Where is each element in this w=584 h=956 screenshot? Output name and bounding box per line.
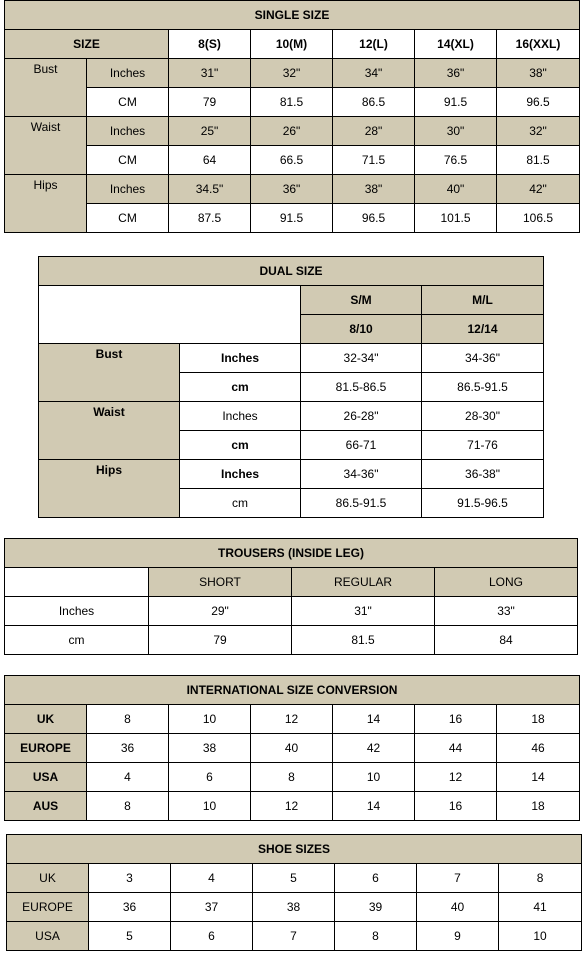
value-cell: 30" — [415, 117, 497, 146]
unit-label: cm — [180, 431, 301, 460]
dual-size-table — [38, 256, 544, 518]
value-cell: 34" — [333, 59, 415, 88]
trousers-header: SHORT — [149, 568, 292, 597]
unit-label: Inches — [180, 460, 301, 489]
region-label: EUROPE — [5, 734, 87, 763]
region-label: UK — [7, 864, 89, 893]
value-cell: 34-36" — [301, 460, 422, 489]
value-cell: 18 — [497, 792, 580, 821]
value-cell: 86.5 — [333, 88, 415, 117]
value-cell: 34.5" — [169, 175, 251, 204]
unit-label: CM — [87, 204, 169, 233]
value-cell: 7 — [417, 864, 499, 893]
international-size-table — [4, 675, 580, 821]
value-cell: 36" — [251, 175, 333, 204]
value-cell: 9 — [417, 922, 499, 951]
value-cell: 38 — [169, 734, 251, 763]
value-cell: 32" — [497, 117, 580, 146]
shoe-sizes-table — [6, 834, 582, 951]
value-cell: 42" — [497, 175, 580, 204]
value-cell: 38" — [497, 59, 580, 88]
value-cell: 71-76 — [422, 431, 544, 460]
value-cell: 38" — [333, 175, 415, 204]
value-cell: 14 — [333, 705, 415, 734]
unit-label: Inches — [87, 117, 169, 146]
value-cell: 31" — [292, 597, 435, 626]
value-cell: 71.5 — [333, 146, 415, 175]
size-header: 14(XL) — [415, 30, 497, 59]
single-size-title: SINGLE SIZE — [5, 1, 580, 30]
value-cell: 79 — [149, 626, 292, 655]
value-cell: 12 — [251, 792, 333, 821]
dual-measure-label-hips: Hips — [39, 460, 180, 518]
value-cell: 81.5 — [251, 88, 333, 117]
value-cell: 10 — [499, 922, 582, 951]
value-cell: 42 — [333, 734, 415, 763]
size-header: 10(M) — [251, 30, 333, 59]
value-cell: 76.5 — [415, 146, 497, 175]
value-cell: 10 — [333, 763, 415, 792]
international-title: INTERNATIONAL SIZE CONVERSION — [5, 676, 580, 705]
value-cell: 84 — [435, 626, 578, 655]
value-cell: 16 — [415, 705, 497, 734]
dual-size-number: 8/10 — [301, 315, 422, 344]
dual-size-blank-cell — [39, 286, 301, 344]
value-cell: 8 — [335, 922, 417, 951]
unit-label: Inches — [180, 402, 301, 431]
size-header: 8(S) — [169, 30, 251, 59]
value-cell: 37 — [171, 893, 253, 922]
value-cell: 106.5 — [497, 204, 580, 233]
measure-label-waist: Waist — [5, 117, 87, 175]
value-cell: 36 — [87, 734, 169, 763]
value-cell: 81.5 — [497, 146, 580, 175]
trousers-blank-cell — [5, 568, 149, 597]
trousers-table — [4, 538, 578, 655]
value-cell: 44 — [415, 734, 497, 763]
dual-size-number: 12/14 — [422, 315, 544, 344]
value-cell: 14 — [497, 763, 580, 792]
value-cell: 36" — [415, 59, 497, 88]
value-cell: 32-34" — [301, 344, 422, 373]
value-cell: 81.5 — [292, 626, 435, 655]
value-cell: 87.5 — [169, 204, 251, 233]
unit-label: Inches — [180, 344, 301, 373]
value-cell: 86.5-91.5 — [301, 489, 422, 518]
dual-measure-label-bust: Bust — [39, 344, 180, 402]
size-header-label: SIZE — [5, 30, 169, 59]
dual-size-title: DUAL SIZE — [39, 257, 544, 286]
value-cell: 36-38" — [422, 460, 544, 489]
value-cell: 10 — [169, 792, 251, 821]
value-cell: 101.5 — [415, 204, 497, 233]
unit-label: cm — [180, 373, 301, 402]
trousers-header: LONG — [435, 568, 578, 597]
value-cell: 4 — [171, 864, 253, 893]
value-cell: 6 — [169, 763, 251, 792]
value-cell: 40 — [417, 893, 499, 922]
value-cell: 39 — [335, 893, 417, 922]
value-cell: 28-30" — [422, 402, 544, 431]
value-cell: 66-71 — [301, 431, 422, 460]
value-cell: 10 — [169, 705, 251, 734]
value-cell: 81.5-86.5 — [301, 373, 422, 402]
value-cell: 66.5 — [251, 146, 333, 175]
region-label: USA — [5, 763, 87, 792]
trousers-title: TROUSERS (INSIDE LEG) — [5, 539, 578, 568]
measure-label-hips: Hips — [5, 175, 87, 233]
dual-size-header: M/L — [422, 286, 544, 315]
unit-label: Inches — [5, 597, 149, 626]
value-cell: 46 — [497, 734, 580, 763]
value-cell: 96.5 — [497, 88, 580, 117]
value-cell: 6 — [171, 922, 253, 951]
value-cell: 5 — [253, 864, 335, 893]
value-cell: 29" — [149, 597, 292, 626]
value-cell: 64 — [169, 146, 251, 175]
value-cell: 32" — [251, 59, 333, 88]
value-cell: 12 — [415, 763, 497, 792]
measure-label-bust: Bust — [5, 59, 87, 117]
region-label: USA — [7, 922, 89, 951]
value-cell: 26" — [251, 117, 333, 146]
value-cell: 40" — [415, 175, 497, 204]
unit-label: CM — [87, 88, 169, 117]
value-cell: 86.5-91.5 — [422, 373, 544, 402]
shoe-sizes-title: SHOE SIZES — [7, 835, 582, 864]
size-header: 12(L) — [333, 30, 415, 59]
value-cell: 91.5 — [251, 204, 333, 233]
value-cell: 26-28" — [301, 402, 422, 431]
unit-label: CM — [87, 146, 169, 175]
value-cell: 5 — [89, 922, 171, 951]
region-label: EUROPE — [7, 893, 89, 922]
value-cell: 18 — [497, 705, 580, 734]
value-cell: 14 — [333, 792, 415, 821]
region-label: AUS — [5, 792, 87, 821]
unit-label: Inches — [87, 175, 169, 204]
trousers-header: REGULAR — [292, 568, 435, 597]
value-cell: 8 — [87, 705, 169, 734]
dual-size-header: S/M — [301, 286, 422, 315]
value-cell: 34-36" — [422, 344, 544, 373]
value-cell: 16 — [415, 792, 497, 821]
value-cell: 36 — [89, 893, 171, 922]
single-size-table — [4, 0, 580, 233]
value-cell: 91.5 — [415, 88, 497, 117]
value-cell: 4 — [87, 763, 169, 792]
value-cell: 79 — [169, 88, 251, 117]
value-cell: 41 — [499, 893, 582, 922]
value-cell: 25" — [169, 117, 251, 146]
value-cell: 7 — [253, 922, 335, 951]
region-label: UK — [5, 705, 87, 734]
unit-label: cm — [5, 626, 149, 655]
value-cell: 12 — [251, 705, 333, 734]
value-cell: 33" — [435, 597, 578, 626]
value-cell: 31" — [169, 59, 251, 88]
value-cell: 6 — [335, 864, 417, 893]
value-cell: 28" — [333, 117, 415, 146]
unit-label: Inches — [87, 59, 169, 88]
unit-label: cm — [180, 489, 301, 518]
value-cell: 8 — [87, 792, 169, 821]
value-cell: 38 — [253, 893, 335, 922]
dual-measure-label-waist: Waist — [39, 402, 180, 460]
value-cell: 8 — [499, 864, 582, 893]
value-cell: 91.5-96.5 — [422, 489, 544, 518]
size-header: 16(XXL) — [497, 30, 580, 59]
value-cell: 8 — [251, 763, 333, 792]
value-cell: 40 — [251, 734, 333, 763]
value-cell: 3 — [89, 864, 171, 893]
value-cell: 96.5 — [333, 204, 415, 233]
